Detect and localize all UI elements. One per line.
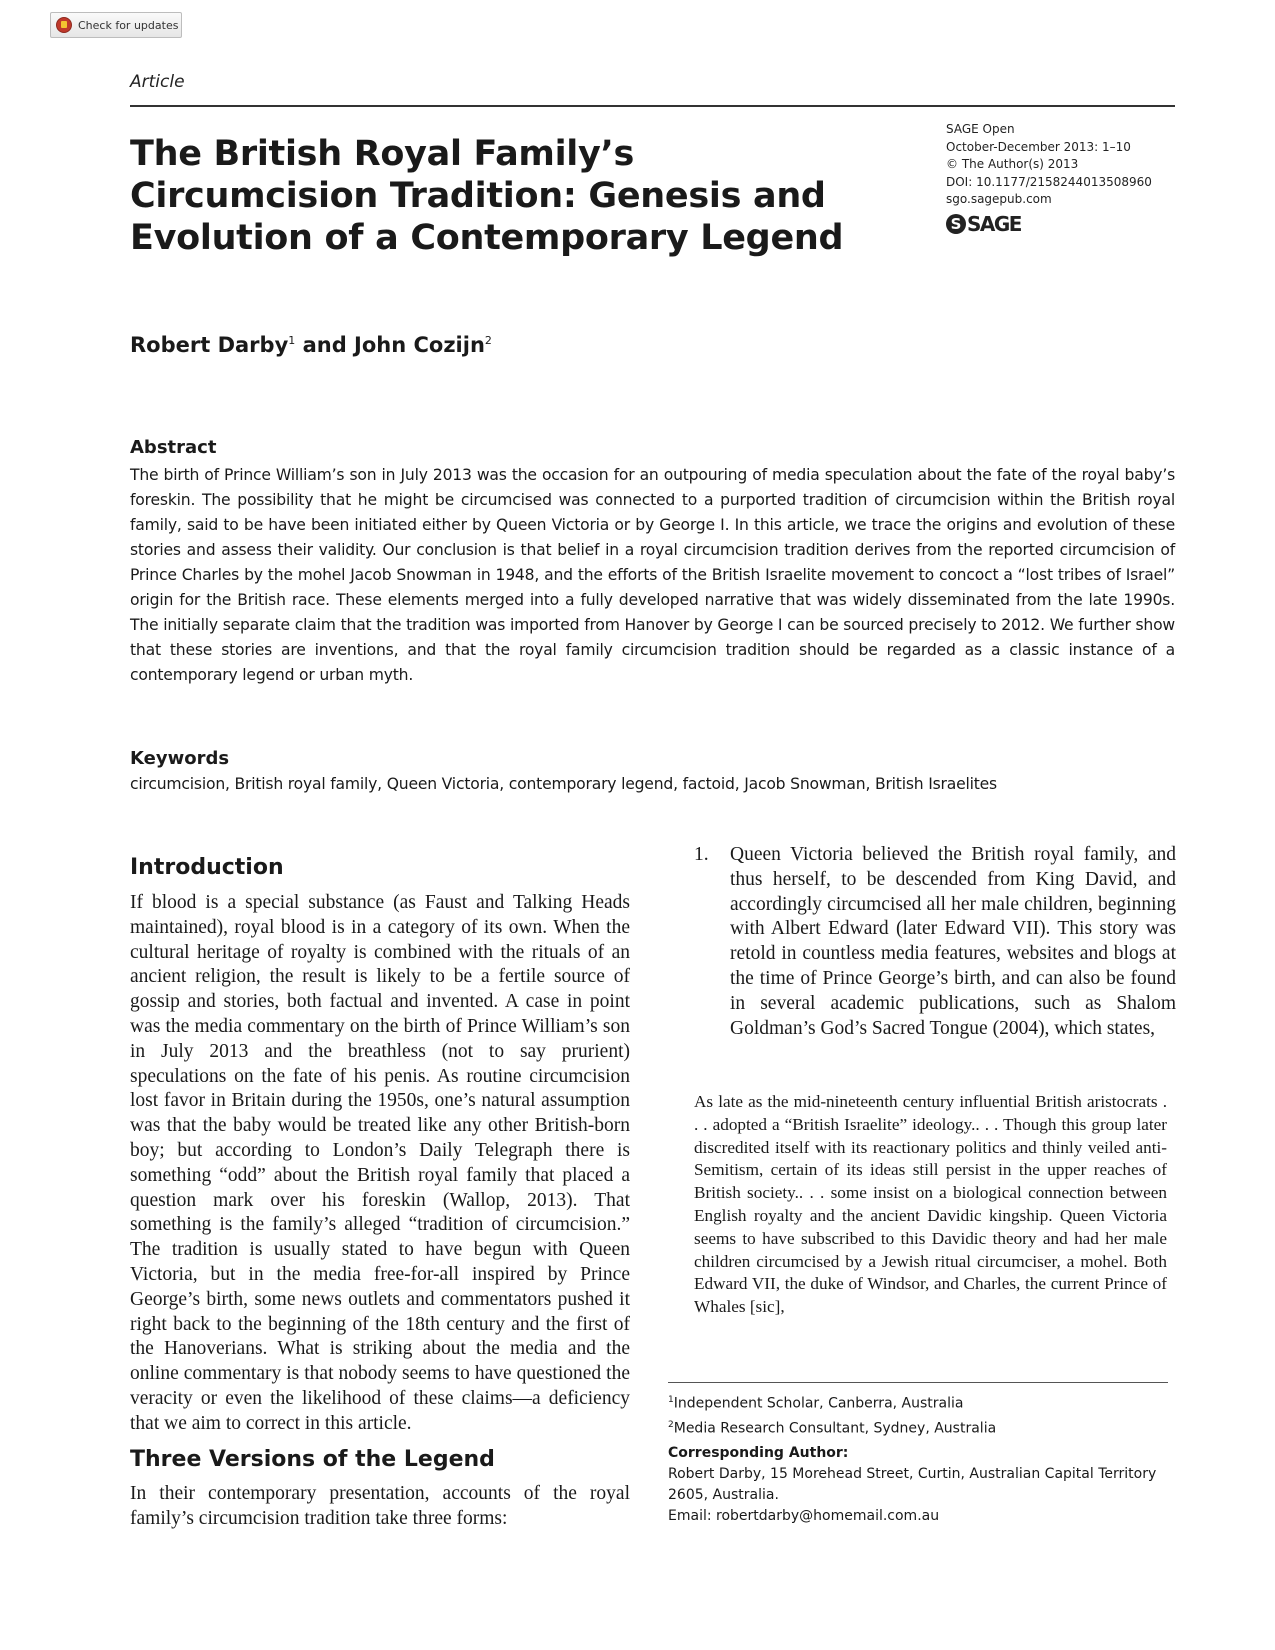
corresponding-author (668, 1443, 1188, 1527)
affiliation-2-text: Media Research Consultant, Sydney, Australia (673, 1420, 997, 1437)
block-quote: As late as the mid-nineteenth century influential British aristocrats . . . adopted a “British Israelite” ideology.. . . Though this group later discredited itself with its reactionary politics and thinly veiled anti-Semitism, certain of its ideas still persist in the upper reaches of British society.. . . some insist on a biological connection between English royalty and the ancient Davidic kingship. Queen Victoria seems to have subscribed to this Davidic theory and had her male children circumcised by a Jewish ritual circumciser, a mohel. Both Edward VII, the duke of Windsor, and Charles, the current Prince of Whales [sic], (694, 1092, 1167, 1317)
header-divider (130, 105, 1175, 107)
affiliation-marker: 2 (484, 334, 492, 347)
abstract-heading: Abstract (130, 437, 217, 458)
affiliation-1-text: Independent Scholar, Canberra, Australia (673, 1395, 964, 1412)
keywords-heading: Keywords (130, 748, 230, 769)
sage-wordmark: SAGE (967, 212, 1021, 236)
corresponding-author-heading: Corresponding Author: (668, 1445, 849, 1461)
author-joiner: and (295, 333, 355, 357)
keywords-text: circumcision, British royal family, Queen Victoria, contemporary legend, factoid, Jacob Snowman, British Israelites (130, 775, 997, 793)
journal-name: SAGE Open (946, 122, 1015, 136)
footnote-divider (668, 1382, 1168, 1383)
abstract-text: The birth of Prince William’s son in July 2013 was the occasion for an outpouring of media speculation about the fate of the royal baby’s foreskin. The possibility that he might be circumcised was connected to a purported tradition of circumcision within the British royal family, said to be have been initiated either by Queen Victoria or by George I. In this article, we trace the origins and evolution of these stories and assess their validity. Our conclusion is that belief in a royal circumcision tradition derives from the reported circumcision of Prince Charles by the mohel Jacob Snowman in 1948, and the efforts of the British Israelite movement to concoct a “lost tribes of Israel” origin for the British race. These elements merged into a fully developed narrative that was widely disseminated from the late 1990s. The initially separate claim that the tradition was imported from Hanover by George I can be sourced precisely to 2012. We further show that these stories are inventions, and that the royal family circumcision tradition should be regarded as a classic instance of a contemporary legend or urban myth. (130, 466, 1175, 684)
corresponding-author-email[interactable]: Email: robertdarby@homemail.com.au (668, 1508, 940, 1524)
affiliation-marker: 1 (288, 334, 296, 347)
check-for-updates-button[interactable] (50, 12, 182, 38)
article-type-label: Article (130, 72, 185, 92)
three-versions-heading: Three Versions of the Legend (130, 1447, 495, 1472)
author-list (130, 333, 492, 357)
check-for-updates-label: Check for updates (78, 18, 179, 32)
list-item-number: 1. (694, 844, 709, 865)
affiliation-1-marker: 1 (668, 1395, 674, 1405)
journal-issue: October-December 2013: 1–10 (946, 139, 1131, 154)
affiliation-2 (668, 1415, 996, 1440)
crossmark-icon (56, 17, 72, 33)
journal-info (946, 121, 1152, 209)
list-item (694, 843, 1176, 1041)
corresponding-author-address: Robert Darby, 15 Morehead Street, Curtin, Australian Capital Territory 2605, Australia. (668, 1466, 1157, 1503)
paper-title: The British Royal Family’s Circumcision Tradition: Genesis and Evolution of a Contemporary Legend (130, 134, 844, 258)
author-name: Robert Darby (130, 333, 289, 357)
sage-logo (946, 212, 1021, 236)
sage-mark-icon: S (946, 214, 966, 234)
affiliation-2-marker: 2 (668, 1419, 674, 1430)
introduction-heading: Introduction (130, 855, 284, 880)
journal-doi: DOI: 10.1177/2158244013508960 (946, 174, 1152, 189)
journal-website: sgo.sagepub.com (946, 192, 1052, 206)
author-name: John Cozijn (354, 333, 485, 357)
affiliation-1 (668, 1390, 996, 1415)
journal-copyright: © The Author(s) 2013 (946, 157, 1079, 171)
three-versions-paragraph: In their contemporary presentation, accounts of the royal family’s circumcision tradition take three forms: (130, 1483, 630, 1529)
list-item-text: Queen Victoria believed the British royal family, and thus herself, to be descended from King David, and accordingly circumcised all her male children, beginning with Albert Edward (later Edward VII). This story was retold in countless media features, websites and blogs at the time of Prince George’s birth, and can also be found in several academic publications, such as Shalom Goldman’s God’s Sacred Tongue (2004), which states, (730, 844, 1176, 1039)
affiliations (668, 1390, 996, 1439)
introduction-paragraph: If blood is a special substance (as Faust and Talking Heads maintained), royal blood is in a category of its own. When the cultural heritage of royalty is combined with the rituals of an ancient religion, the result is likely to be a fertile source of gossip and stories, both factual and invented. A case in point was the media commentary on the birth of Prince William’s son in July 2013 and the breathless (not to say prurient) speculations on the fate of his penis. As routine circumcision lost favor in Britain during the 1950s, one’s natural assumption was that the baby would be treated like any other British-born boy; but according to London’s Daily Telegraph there is something “odd” about the British royal family that placed a question mark over his foreskin (Wallop, 2013). That something is the family’s alleged “tradition of circumcision.” The tradition is usually stated to have begun with Queen Victoria, but in the media free-for-all inspired by Prince George’s birth, some news outlets and commentators pushed it right back to the beginning of the 18th century and the first of the Hanoverians. What is striking about the media and the online commentary is that nobody seems to have questioned the veracity or even the likelihood of these claims—a deficiency that we aim to correct in this article. (130, 892, 630, 1434)
